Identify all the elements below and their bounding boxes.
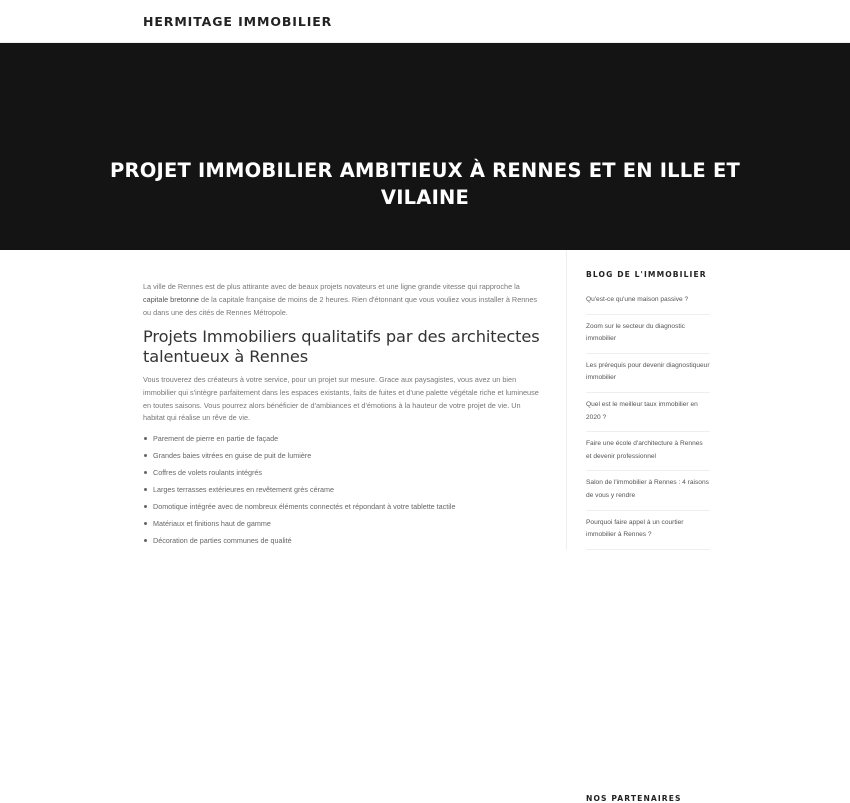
feature-text: Grandes baies vitrées en guise de puit de lumière: [153, 451, 312, 461]
feature-item: [143, 465, 543, 482]
post-link[interactable]: Faire une école d'architecture à Rennes et devenir professionnel: [586, 440, 703, 460]
post-link[interactable]: Pourquoi faire appel à un courtier immobilier à Rennes ?: [586, 518, 684, 539]
feature-text: Parement de pierre en partie de façade: [153, 434, 279, 444]
post-item: [586, 354, 710, 393]
post-item: [586, 432, 710, 471]
article-intro: [143, 280, 543, 319]
sidebar-title: BLOG DE L'IMMOBILIER: [586, 270, 707, 279]
feature-text: Coffres de volets roulants intégrés: [153, 467, 262, 477]
hero-banner: [0, 43, 850, 250]
feature-text: Décoration de parties communes de qualité: [153, 535, 292, 545]
intro-highlight: capitale bretonne: [143, 295, 199, 304]
partners-title: NOS PARTENAIRES: [586, 794, 682, 803]
bullet-icon: [144, 539, 147, 542]
post-item: [586, 315, 710, 354]
post-link[interactable]: Zoom sur le secteur du diagnostic immobilier: [586, 322, 685, 343]
feature-item: [143, 499, 543, 516]
top-navbar: [0, 0, 850, 43]
feature-text: Domotique intégrée avec de nombreux éléments connectés et répondant à votre tablette tactile: [153, 501, 456, 511]
bullet-icon: [144, 437, 147, 440]
recent-posts-list: [586, 288, 710, 550]
post-link[interactable]: Les prérequis pour devenir diagnostiqueur immobilier: [586, 361, 710, 382]
feature-text: Larges terrasses extérieures en revêtement grès cérame: [153, 484, 334, 494]
feature-item: [143, 448, 543, 465]
features-list: [143, 431, 543, 549]
intro-text-start: La ville de Rennes est de plus attirante avec de beaux projets novateurs et une ligne grande vitesse qui rapproche la: [143, 282, 520, 291]
post-item: [586, 471, 710, 510]
post-link[interactable]: Qu'est-ce qu'une maison passive ?: [586, 296, 689, 303]
bullet-icon: [144, 454, 147, 457]
section-heading: Projets Immobiliers qualitatifs par des architectes talentueux à Rennes: [143, 327, 540, 366]
feature-item: [143, 482, 543, 499]
feature-text: Matériaux et finitions haut de gamme: [153, 518, 271, 528]
post-item: [586, 511, 710, 550]
intro-text-end: de la capitale française de moins de 2 heures. Rien d'étonnant que vous vouliez vous installer à Rennes ou dans une des cités de Rennes Métropole.: [143, 295, 538, 317]
page-title: PROJET IMMOBILIER AMBITIEUX À RENNES ET EN ILLE ET VILAINE: [110, 159, 740, 209]
bullet-icon: [144, 505, 147, 508]
feature-item: [143, 431, 543, 448]
site-logo-link[interactable]: HERMITAGE IMMOBILIER: [143, 14, 333, 29]
article-content: [143, 280, 543, 549]
post-item: [586, 288, 710, 315]
feature-item: [143, 533, 543, 550]
bullet-icon: [144, 522, 147, 525]
sidebar: [566, 250, 850, 803]
bullet-icon: [144, 488, 147, 491]
post-link[interactable]: Salon de l'immobilier à Rennes : 4 raisons de vous y rendre: [586, 479, 709, 499]
feature-item: [143, 516, 543, 533]
section-paragraph: Vous trouverez des créateurs à votre service, pour un projet sur mesure. Grace aux paysagistes, vous avez un bien immobilier qui s'intègre parfaitement dans les espaces existants, faits de fuites et d'une palette végétale riche et lumineuse en toutes saisons. Vous pourrez alors bénéficier de d'ambiances et d'émotions à la hauteur de votre projet de vie. Un habitat qui réalise un rêve de vie.: [143, 375, 539, 423]
post-link[interactable]: Quel est le meilleur taux immobilier en 2020 ?: [586, 400, 698, 421]
post-item: [586, 393, 710, 432]
bullet-icon: [144, 471, 147, 474]
